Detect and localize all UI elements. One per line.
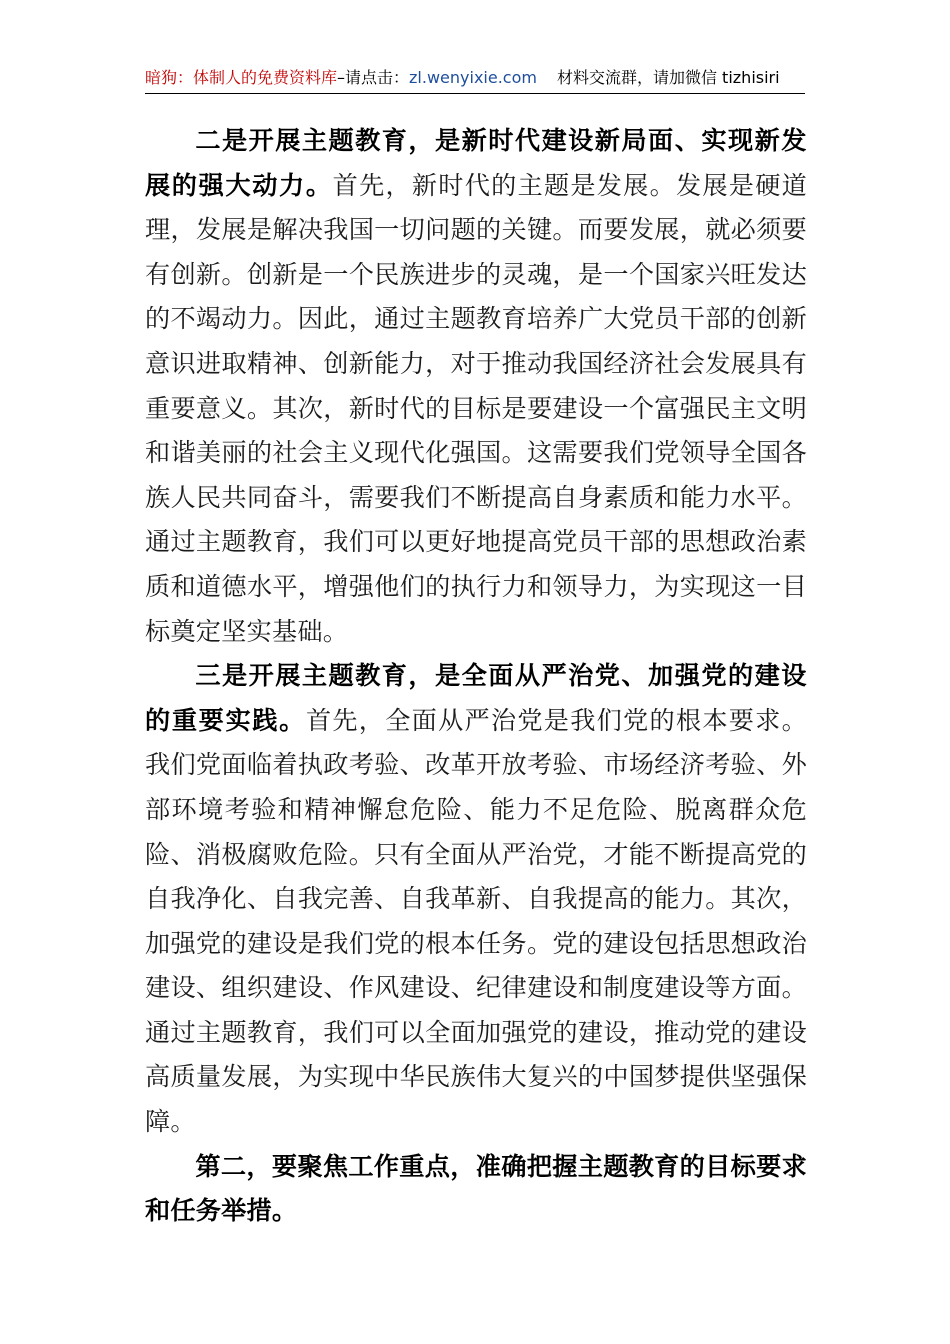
- paragraph-point-three: [145, 654, 807, 1145]
- document-body: [145, 119, 807, 1234]
- section-heading: 第二，要聚焦工作重点，准确把握主题教育的目标要求和任务举措。: [145, 1151, 807, 1226]
- header-url-link[interactable]: zl.wenyixie.com: [409, 68, 537, 87]
- paragraph-text: 首先，新时代的主题是发展。发展是硬道理，发展是解决我国一切问题的关键。而要发展，就必须要有创新。创新是一个民族进步的灵魂，是一个国家兴旺发达的不竭动力。因此，通过主题教育培养广大党员干部的创新意识进取精神、创新能力，对于推动我国经济社会发展具有重要意义。其次，新时代的目标是要建设一个富强民主文明和谐美丽的社会主义现代化强国。这需要我们党领导全国各族人民共同奋斗，需要我们不断提高自身素质和能力水平。通过主题教育，我们可以更好地提高党员干部的思想政治素质和道德水平，增强他们的执行力和领导力，为实现这一目标奠定坚实基础。: [145, 170, 808, 646]
- page-header: [145, 64, 805, 94]
- header-wechat-note: 材料交流群，请加微信 tizhisiri: [556, 68, 780, 87]
- paragraph-lead-bold: 二是开展主题教育，是新时代建设新局面、实现新发展的强大动力。: [145, 126, 807, 200]
- header-click-prompt: –请点击：: [337, 68, 410, 87]
- paragraph-text: 首先，全面从严治党是我们党的根本要求。我们党面临着执政考验、改革开放考验、市场经济考验、外部环境考验和精神懈怠危险、能力不足危险、脱离群众危险、消极腐败危险。只有全面从严治党，才能不断提高党的自我净化、自我完善、自我革新、自我提高的能力。其次，加强党的建设是我们党的根本任务。党的建设包括思想政治建设、组织建设、作风建设、纪律建设和制度建设等方面。通过主题教育，我们可以全面加强党的建设，推动党的建设高质量发展，为实现中华民族伟大复兴的中国梦提供坚强保障。: [145, 705, 807, 1137]
- paragraph-point-two: [145, 119, 807, 654]
- header-site-name: 暗狗：体制人的免费资料库: [145, 68, 338, 87]
- paragraph-lead-bold: 三是开展主题教育，是全面从严治党、加强党的建设的重要实践。: [145, 661, 807, 735]
